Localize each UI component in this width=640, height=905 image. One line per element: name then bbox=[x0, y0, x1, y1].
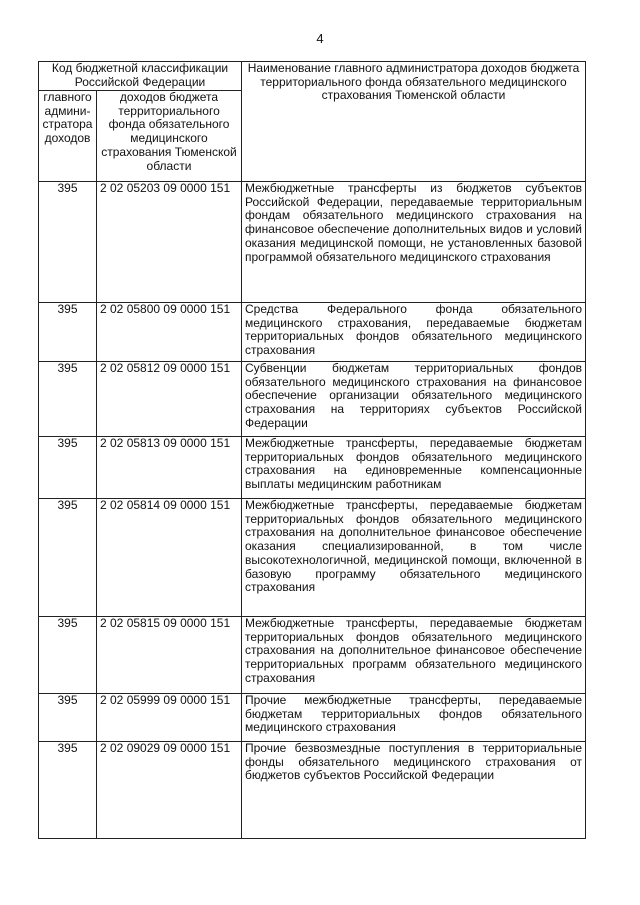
income-name-cell: Средства Федерального фонда обязательного медицинского страхования, передаваемые бюджетам территориальных фондов обязательного медицинского страхования bbox=[242, 303, 586, 362]
income-name-cell: Прочие межбюджетные трансферты, передаваемые бюджетам территориальных фондов обязательного медицинского страхования bbox=[242, 694, 586, 742]
admin-code-cell: 395 bbox=[39, 742, 97, 839]
income-name-cell: Межбюджетные трансферты, передаваемые бюджетам территориальных фондов обязательного медицинского страхования на единовременные компенсационные выплаты медицинским работникам bbox=[242, 437, 586, 499]
table-row bbox=[39, 437, 586, 499]
header-row-top bbox=[39, 62, 586, 91]
table-body bbox=[39, 182, 586, 839]
admin-code-cell: 395 bbox=[39, 499, 97, 617]
table-row bbox=[39, 182, 586, 303]
income-name-cell: Межбюджетные трансферты, передаваемые бюджетам территориальных фондов обязательного медицинского страхования на дополнительное финансовое обеспечение оказания специализированной, в том числе высокотехнологичной, медицинской помощи, включенной в базовую программу обязательного медицинского страхования bbox=[242, 499, 586, 617]
income-code-cell: 2 02 05203 09 0000 151 bbox=[97, 182, 242, 303]
admin-code-cell: 395 bbox=[39, 694, 97, 742]
table-header bbox=[39, 62, 586, 182]
admin-code-cell: 395 bbox=[39, 617, 97, 694]
page-number: 4 bbox=[316, 31, 324, 46]
budget-classification-table-wrapper bbox=[38, 61, 585, 839]
table-row bbox=[39, 694, 586, 742]
income-code-cell: 2 02 05999 09 0000 151 bbox=[97, 694, 242, 742]
table-row bbox=[39, 303, 586, 362]
table-row bbox=[39, 362, 586, 437]
income-code-cell: 2 02 05813 09 0000 151 bbox=[97, 437, 242, 499]
table-row bbox=[39, 617, 586, 694]
table-row bbox=[39, 742, 586, 839]
admin-code-cell: 395 bbox=[39, 182, 97, 303]
income-code-cell: 2 02 05815 09 0000 151 bbox=[97, 617, 242, 694]
income-code-header: доходов бюджета территориального фонда обязательного медицинского страхования Тюменской области bbox=[97, 91, 242, 182]
budget-code-group-header: Код бюджетной классификации Российской Федерации bbox=[39, 62, 242, 91]
admin-code-cell: 395 bbox=[39, 303, 97, 362]
income-name-cell: Межбюджетные трансферты из бюджетов субъектов Российской Федерации, передаваемые территориальным фондам обязательного медицинского страхования на финансовое обеспечение дополнительных видов и условий оказания медицинской помощи, не установленных базовой программой обязательного медицинского страхования bbox=[242, 182, 586, 303]
income-name-cell: Прочие безвозмездные поступления в территориальные фонды обязательного медицинского страхования от бюджетов субъектов Российской Федерации bbox=[242, 742, 586, 839]
income-code-cell: 2 02 05800 09 0000 151 bbox=[97, 303, 242, 362]
administrator-code-header: главного админи-стратора доходов bbox=[39, 91, 97, 182]
income-name-cell: Межбюджетные трансферты, передаваемые бюджетам территориальных фондов обязательного медицинского страхования на дополнительное финансовое обеспечение территориальных программ обязательного медицинского страхования bbox=[242, 617, 586, 694]
income-code-cell: 2 02 05812 09 0000 151 bbox=[97, 362, 242, 437]
table-row bbox=[39, 499, 586, 617]
income-name-cell: Субвенции бюджетам территориальных фондов обязательного медицинского страхования на финансовое обеспечение организации обязательного медицинского страхования на территориях субъектов Российской Федерации bbox=[242, 362, 586, 437]
income-code-cell: 2 02 05814 09 0000 151 bbox=[97, 499, 242, 617]
admin-code-cell: 395 bbox=[39, 362, 97, 437]
income-code-cell: 2 02 09029 09 0000 151 bbox=[97, 742, 242, 839]
budget-classification-table bbox=[38, 61, 586, 839]
admin-code-cell: 395 bbox=[39, 437, 97, 499]
administrator-name-header: Наименование главного администратора доходов бюджета территориального фонда обязательного медицинского страхования Тюменской области bbox=[242, 62, 586, 182]
